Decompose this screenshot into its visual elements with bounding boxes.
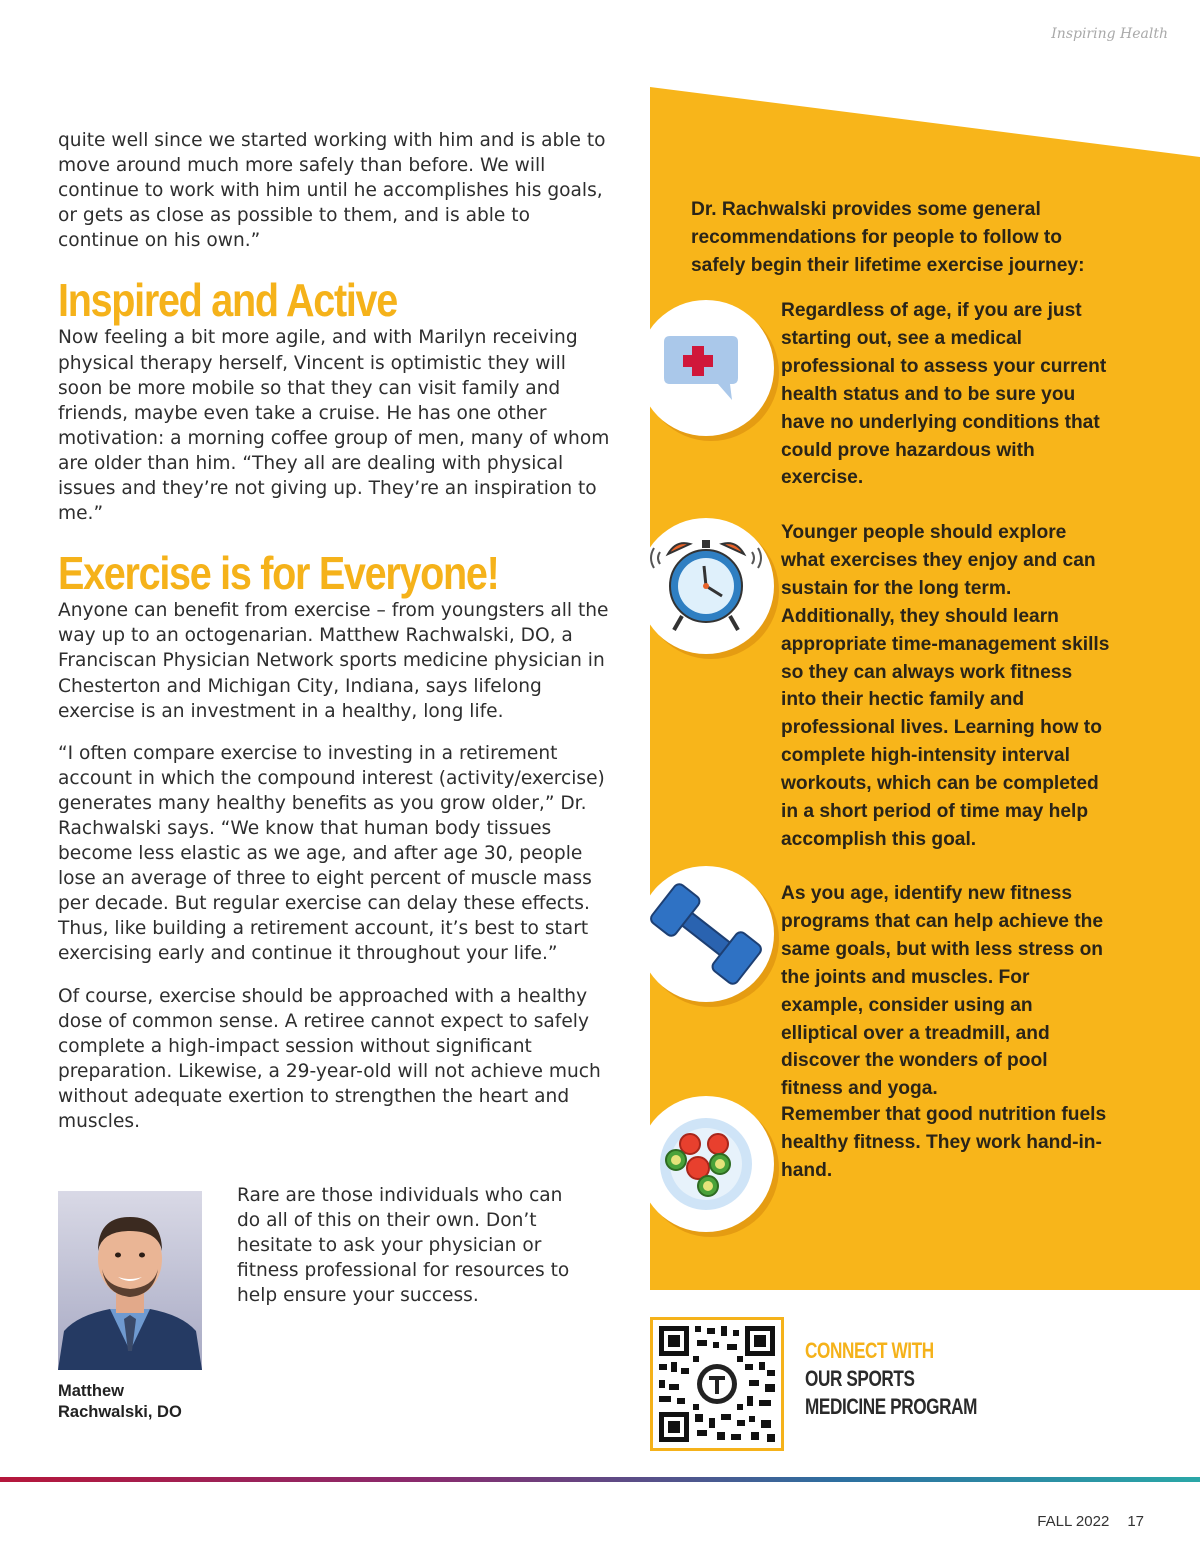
page-number: 17 — [1127, 1513, 1144, 1530]
cta-line-1: CONNECT WITH — [805, 1338, 934, 1363]
portrait-illustration — [58, 1191, 202, 1370]
alarm-clock-icon — [638, 518, 774, 654]
qr-code[interactable] — [650, 1317, 784, 1451]
continued-paragraph: quite well since we started working with him and is able to move around much more safely than before. We will continue to work with him until he accomplishes his goals, or gets as close as possible to them, and is able to continue on his own.” — [58, 130, 606, 252]
footer-gradient-rule — [0, 1477, 1200, 1482]
clock-badge — [638, 518, 774, 654]
caption-line-2: Rachwalski, DO — [58, 1403, 182, 1421]
plate-badge — [638, 1096, 774, 1232]
exercise-paragraph-3: Of course, exercise should be approached with a healthy dose of common sense. A retiree cannot expect to safely complete a high-impact session without significant preparation. Likewise, a 29-year-old will not achieve much without adequate exertion to strengthen the heart and muscles. — [58, 985, 601, 1132]
exercise-paragraph-2: “I often compare exercise to investing in a retirement account in which the compound interest (activity/exercise) generates many healthy benefits as you grow older,” Dr. Rachwalski says. “We know that human body tissues become less elastic as we age, and after age 30, people lose an average of three to eight percent of muscle mass per decade. But regular exercise can delay these effects. Thus, like building a retirement account, it’s best to start exercising early and continue it throughout your life.” — [58, 742, 605, 965]
cta-line-2: OUR SPORTS — [805, 1366, 915, 1391]
dumbbell-badge — [638, 866, 774, 1002]
closing-paragraph: Rare are those individuals who can do all of this on their own. Don’t hesitate to ask your physician or fitness professional for resources to help ensure your success. — [237, 1185, 570, 1307]
article-column — [58, 128, 610, 1151]
inspired-paragraph: Now feeling a bit more agile, and with Marilyn receiving physical therapy herself, Vincent is optimistic they will soon be more mobile so that they can visit family and friends, maybe even take a cruise. He has one other motivation: a morning coffee group of men, many of whom are older than him. “They all are dealing with physical issues and they’re not giving up. They’re an inspiration to me.” — [58, 327, 610, 525]
qr-code-icon — [653, 1320, 781, 1448]
doctor-portrait-photo — [58, 1191, 202, 1370]
panel-intro: Dr. Rachwalski provides some general recommendations for people to follow to safely begin their lifetime exercise journey: — [691, 199, 1085, 276]
running-head: Inspiring Health — [1051, 26, 1168, 42]
tip-medical-check: Regardless of age, if you are just starting out, see a medical professional to assess your current health status and to be sure you have no underlying conditions that could prove hazardous with exercise. — [781, 300, 1107, 489]
healthy-plate-icon — [638, 1096, 774, 1232]
heading-exercise-for-everyone: Exercise is for Everyone! — [58, 547, 499, 600]
folio — [1037, 1513, 1144, 1530]
photo-caption — [58, 1381, 182, 1423]
medical-cross-icon — [638, 300, 774, 436]
tip-nutrition: Remember that good nutrition fuels healthy fitness. They work hand-in-hand. — [781, 1104, 1107, 1181]
tip-younger-people: Younger people should explore what exercises they enjoy and can sustain for the long term. Additionally, they should learn appropriate time-management skills so they can always work fitness into their hectic family and professional lives. Learning how to complete high-intensity interval workouts, which can be completed in a short period of time may help accomplish this goal. — [781, 522, 1110, 850]
cta-line-3: MEDICINE PROGRAM — [805, 1394, 978, 1419]
issue-season: FALL 2022 — [1037, 1513, 1110, 1530]
dumbbell-icon — [638, 866, 774, 1002]
heading-inspired-and-active: Inspired and Active — [58, 274, 397, 327]
exercise-paragraph-1: Anyone can benefit from exercise – from youngsters all the way up to an octogenarian. Matthew Rachwalski, DO, a Franciscan Physician Network sports medicine physician in Chesterton and Michigan City, Indiana, says lifelong exercise is an investment in a healthy, long life. — [58, 600, 609, 722]
connect-cta[interactable] — [805, 1337, 977, 1421]
tip-as-you-age: As you age, identify new fitness programs that can help achieve the same goals, but with less stress on the joints and muscles. For example, consider using an elliptical over a treadmill, and discover the wonders of pool fitness and yoga. — [781, 883, 1104, 1100]
caption-line-1: Matthew — [58, 1382, 124, 1400]
medical-badge — [638, 300, 774, 436]
